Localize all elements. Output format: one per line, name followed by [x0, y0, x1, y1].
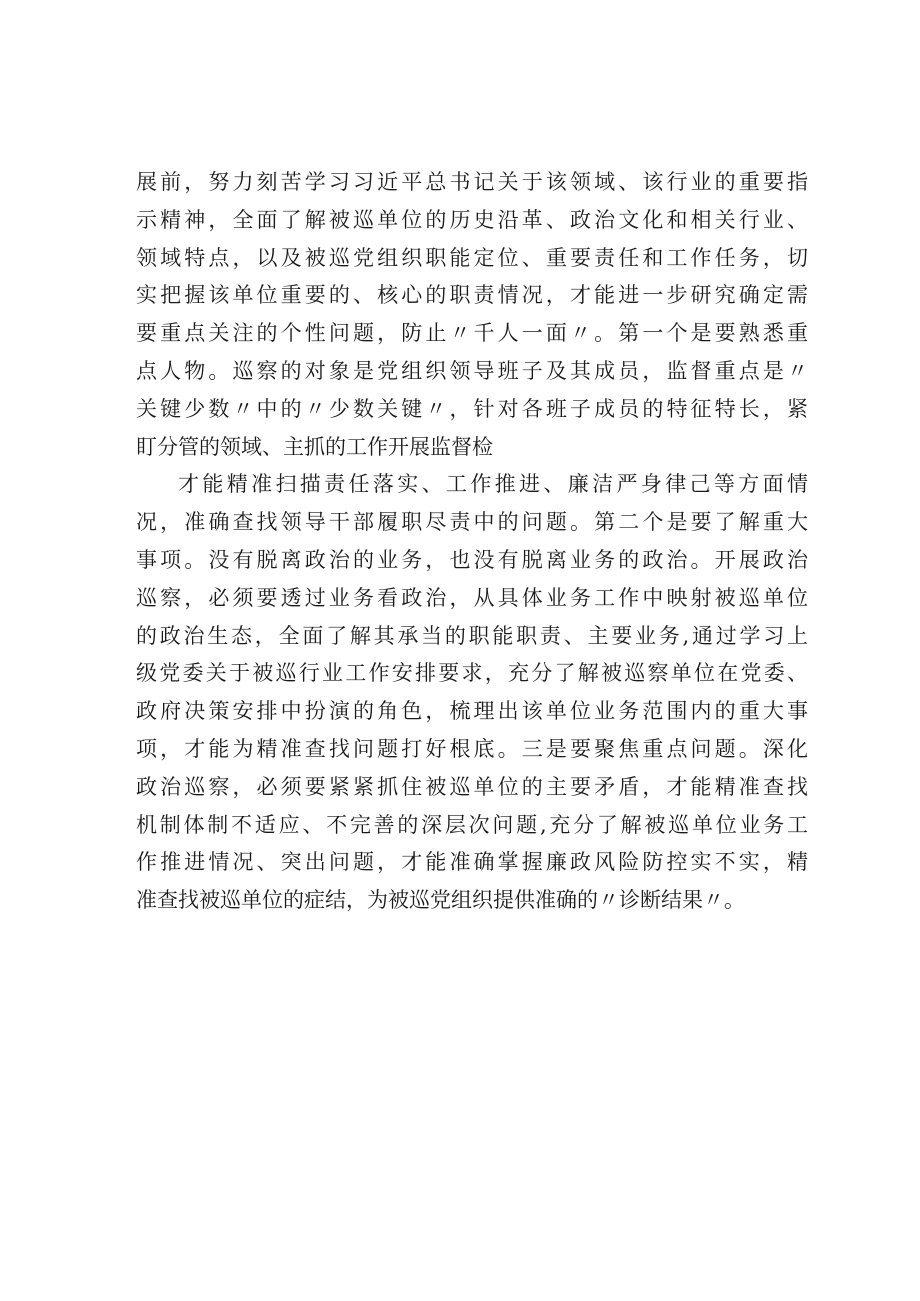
text-line: 盯分管的领域、主抓的工作开展监督检: [136, 434, 493, 459]
text-line: 的政治生态，全面了解其承当的职能职责、主要业务,通过学习上: [136, 623, 808, 648]
text-line: 领域特点，以及被巡党组织职能定位、重要责任和工作任务，切: [136, 245, 808, 270]
text-line: 要重点关注的个性问题，防止〃千人一面〃。第一个是要熟悉重: [136, 321, 808, 346]
text-line: 准查找被巡单位的症结，为被巡党组织提供准确的〃诊断结果〃。: [136, 888, 745, 913]
text-line: 才能精准扫描责任落实、工作推进、廉洁严身律己等方面情: [178, 472, 808, 497]
text-line: 政治巡察，必须要紧紧抓住被巡单位的主要矛盾，才能精准查找: [136, 774, 808, 799]
text-line: 点人物。巡察的对象是党组织领导班子及其成员，监督重点是〃: [136, 358, 808, 383]
paragraph-2: [136, 466, 808, 920]
text-line: 况，准确查找领导干部履职尽责中的问题。第二个是要了解重大: [136, 510, 808, 535]
body-text: [136, 164, 808, 920]
text-line: 项，才能为精准查找问题打好根底。三是要聚焦重点问题。深化: [136, 736, 808, 761]
text-line: 巡察，必须要透过业务看政治，从具体业务工作中映射被巡单位: [136, 585, 808, 610]
text-line: 展前，努力刻苦学习习近平总书记关于该领域、该行业的重要指: [136, 170, 808, 194]
text-line: 级党委关于被巡行业工作安排要求，充分了解被巡察单位在党委、: [136, 661, 808, 686]
paragraph-1: [136, 164, 808, 466]
text-line: 事项。没有脱离政治的业务，也没有脱离业务的政治。开展政治: [136, 547, 808, 572]
text-line: 政府决策安排中扮演的角色，梳理出该单位业务范围内的重大事: [136, 699, 808, 724]
text-line: 示精神，全面了解被巡单位的历史沿革、政治文化和相关行业、: [136, 207, 808, 232]
text-line: 实把握该单位重要的、核心的职责情况，才能进一步研究确定需: [136, 283, 808, 308]
text-line: 关键少数〃中的〃少数关键〃，针对各班子成员的特征特长，紧: [136, 396, 808, 421]
text-line: 作推进情况、突出问题，才能准确掌握廉政风险防控实不实，精: [136, 850, 808, 875]
text-line: 机制体制不适应、不完善的深层次问题,充分了解被巡单位业务工: [136, 812, 808, 837]
